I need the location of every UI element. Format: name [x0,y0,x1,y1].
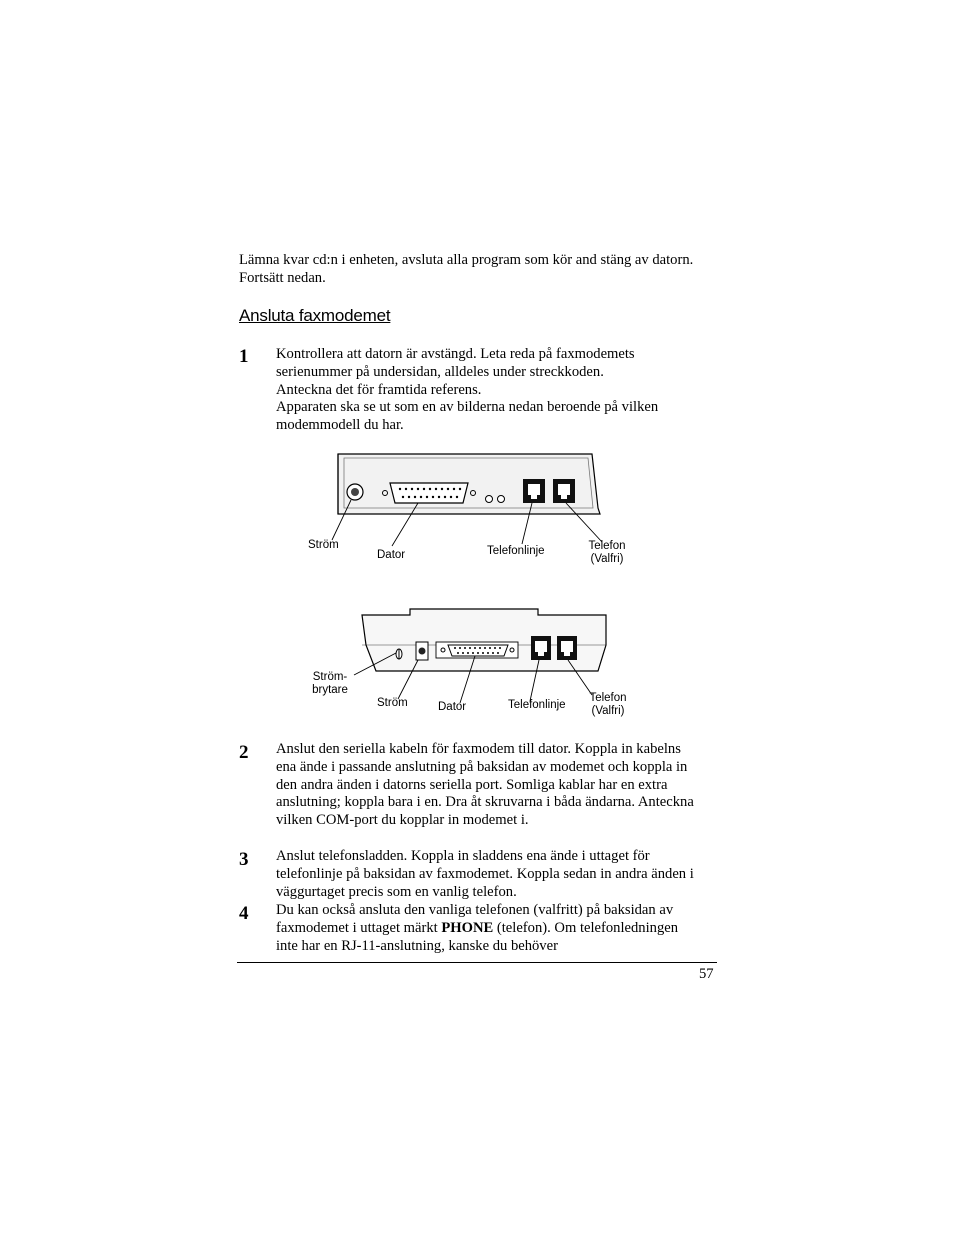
power-jack-icon [416,642,428,660]
step-4-text-post: (telefon). Om telefonledningen inte har en RJ-11-anslutning, kanske du behöver [276,919,679,954]
serial-port-icon [383,483,476,503]
intro-paragraph: Lämna kvar cd:n i enheten, avsluta alla program som kör and stäng av datorn. Fortsätt nedan. [239,252,694,286]
line-jack-icon [531,636,551,660]
step-number-2: 2 [239,742,249,763]
fig2-label-phone [587,692,629,718]
fig1-label-power: Ström [308,539,339,551]
step-2-text: Anslut den seriella kabeln för faxmodem till dator. Koppla in kabelns ena ände i passande anslutning på baksidan av modemet och koppla in den andra änden i datorns seriella port. Somliga kablar har en extra anslutning; koppla bara i en. Dra åt skruvarna i båda ändarna. Anteckna vilken COM-port du kopplar in modemet i. [276,741,694,829]
serial-port-icon [436,642,518,658]
fig1-label-phone-line1: Telefon [588,540,626,552]
power-switch-icon [396,649,402,659]
fig1-label-phone [586,540,628,566]
modem-diagram-1 [300,448,640,548]
fig2-label-switch-line2: brytare [312,684,348,696]
page-number: 57 [699,966,714,982]
fig2-label-switch-line1: Ström- [312,671,348,683]
step-4-text-pre: Du kan också ansluta den vanliga telefonen (valfritt) på baksidan av faxmodemet i uttaget märkt [276,902,674,936]
fig1-label-line: Telefonlinje [487,545,545,557]
phone-jack-icon [553,479,575,503]
step-1-line-1: Kontrollera att datorn är avstängd. Leta reda på faxmodemets serienummer på undersidan, alldeles under streckkoden. [276,346,635,380]
section-heading: Ansluta faxmodemet [239,306,391,325]
fig2-label-power: Ström [377,697,408,709]
fig2-label-phone-line2: (Valfri) [591,705,625,717]
fig2-label-switch [310,671,350,697]
step-4-text [276,902,696,955]
fig2-label-line: Telefonlinje [508,699,566,711]
fig1-label-phone-line2: (Valfri) [590,553,624,565]
step-1-text [276,346,696,435]
step-1-line-3: Apparaten ska se ut som en av bilderna nedan beroende på vilken modemmodell du har. [276,399,659,434]
step-3-text: Anslut telefonsladden. Koppla in sladdens ena ände i uttaget för telefonlinje på baksidan av faxmodemet. Koppla sedan in andra änden i väggurtaget precis som en vanlig telefon. [276,848,694,900]
line-jack-icon [523,479,545,503]
step-number-1: 1 [239,346,249,367]
fig2-label-computer: Dator [438,701,467,713]
phone-port-label: PHONE [441,919,494,936]
phone-jack-icon [557,636,577,660]
modem-diagram-2 [310,605,620,705]
step-1-line-2: Anteckna det för framtida referens. [276,381,482,398]
footer-rule [237,962,717,963]
fig2-label-phone-line1: Telefon [589,692,627,704]
step-number-3: 3 [239,849,249,870]
step-number-4: 4 [239,903,249,924]
fig1-label-computer: Dator [377,549,406,561]
